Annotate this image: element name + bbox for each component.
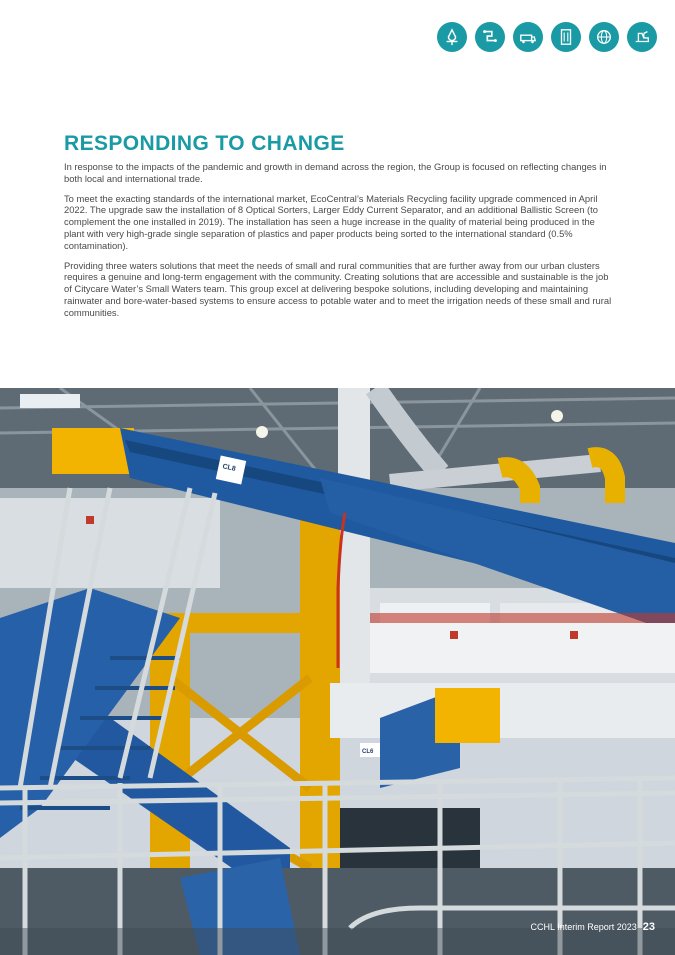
machinery-icon [627, 22, 657, 52]
report-label: CCHL Interim Report 2023 [530, 922, 637, 932]
pipe-network-icon [475, 22, 505, 52]
paragraph: To meet the exacting standards of the international market, EcoCentral’s Materials Recycling facility upgrade commenced in April 2022. The upgrade saw the installation of 8 Optical Sorters, Larger Eddy Current Separator, and an additional Ballistic Screen (to complement the one installed in 2019). The installation has seen a huge increase in the quality of material being produced in the plant with very high-grade single separation of plastics and paper products being sorted to the international standard (0.5% contamination). [64, 192, 598, 251]
water-drop-icon [437, 22, 467, 52]
page-title: RESPONDING TO CHANGE [64, 132, 345, 155]
paragraph: In response to the impacts of the pandemic and growth in demand across the region, the Group is focused on reflecting changes in both local and international trade. [64, 161, 607, 184]
globe-icon [589, 22, 619, 52]
article-body [64, 161, 612, 327]
transport-icon [513, 22, 543, 52]
conveyor-sign: CL8 [221, 463, 237, 473]
conveyor-sign: CL6 [362, 749, 374, 755]
paragraph: Providing three waters solutions that meet the needs of small and rural communities that are further away from our urban clusters requires a genuine and long-term engagement with the community. Creating solutions that are accessible and sustainable is the job of Citycare Water’s Small Waters team. This group excel at delivering bespoke solutions, including developing and maintaining rainwater and bore-water-based systems to ensure access to potable water and to meet the irrigation needs of these small and rural communities. [64, 259, 612, 318]
page-number: 23 [642, 921, 655, 933]
page-footer [531, 921, 655, 933]
facility-illustration [0, 388, 675, 955]
recycling-facility-photo [0, 388, 675, 955]
building-icon [551, 22, 581, 52]
header-icon-row [437, 22, 657, 52]
